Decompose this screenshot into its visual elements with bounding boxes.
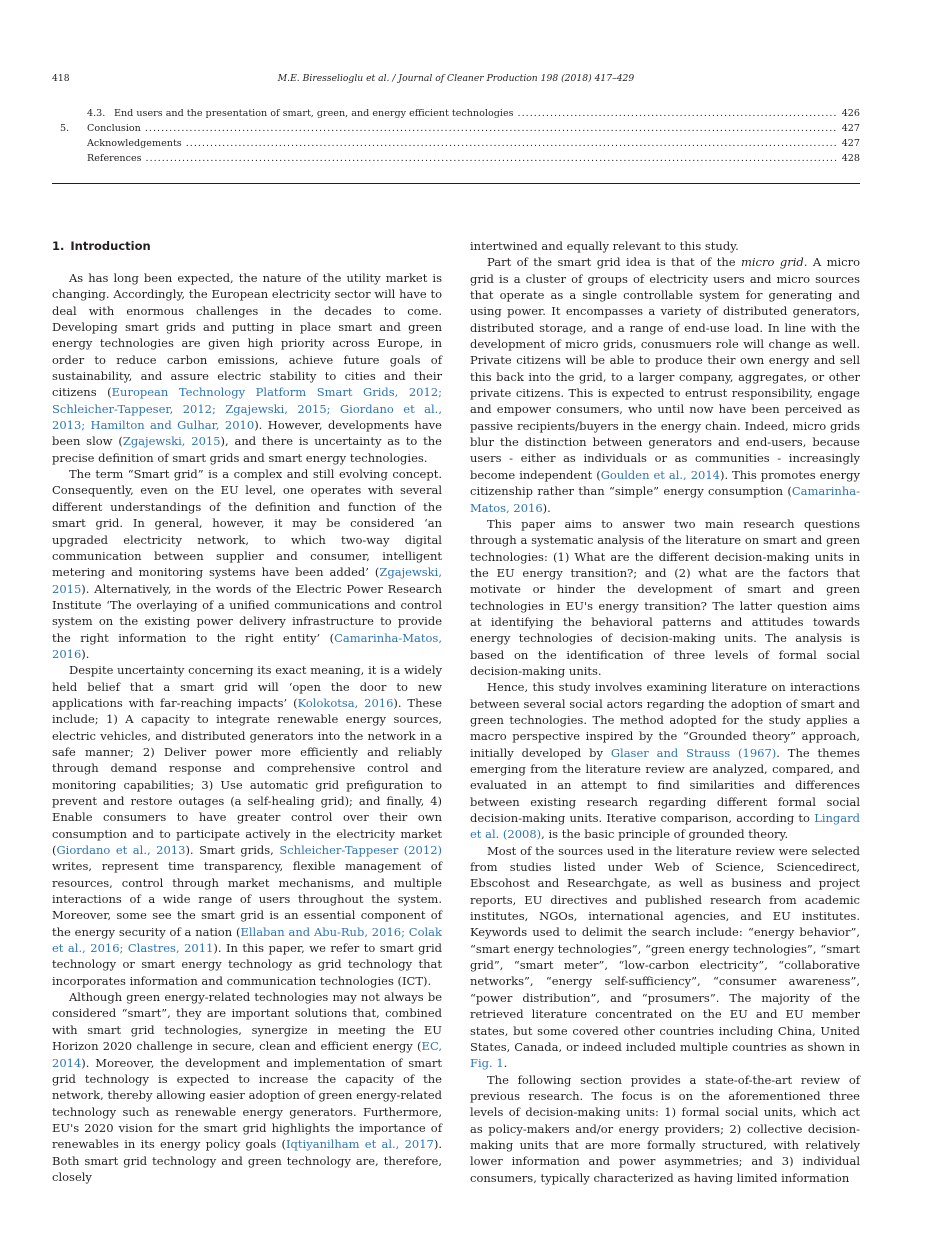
- running-title: M.E. Biresselioglu et al. / Journal of Cleaner Production 198 (2018) 417–429: [277, 73, 635, 84]
- emphasis: micro grid: [740, 255, 804, 270]
- citation-link[interactable]: Giordano et al., 2013: [56, 843, 186, 858]
- paragraph: [470, 254, 860, 516]
- paragraph: [52, 466, 442, 662]
- text: writes, represent time transparency, flexible management of resources, control through market mechanisms, and multiple interactions of a wide range of users throughout the system. Moreover, some see the smart grid is an essential component of the energy security of a nation (: [52, 859, 442, 939]
- text: Most of the sources used in the literature review were selected from studies listed under Web of Science, Sciencedirect, Ebscohost and Researchgate, as well as business and project reports, EU directives and published research from academic institutes, NGOs, international agencies, and EU institutes. Keywords used to delimit the search include: “energy behavior”, “smart energy technologies”, “green energy technologies”, “smart grid”, “smart meter”, “low-carbon electricity”, “collaborative networks”, “energy self-sufficiency”, “consumer awareness”, “power distribution”, and “prosumers”. The majority of the retrieved literature concentrated on the EU and EU member states, but some covered other countries including China, United States, Canada, or indeed included multiple countries as shown in: [470, 843, 860, 1054]
- text: ). Both smart grid technology and green technology are, therefore, closely: [52, 1137, 442, 1184]
- text: , is the basic principle of grounded theory.: [541, 827, 789, 842]
- text: As has long been expected, the nature of the utility market is changing. Accordingly, the European electricity sector will have to deal with enormous challenges in the decades to come. Developing smart grids and putting in place smart and green energy technologies are given high priority across Europe, in order to reduce carbon emissions, achieve future goals of sustainability, and assure electric stability to cities and their citizens (: [52, 271, 442, 400]
- toc-leader: [146, 153, 838, 164]
- text: ). However, developments have been slow (: [52, 418, 442, 449]
- text: . A micro grid is a cluster of groups of electricity users and micro sources that operate as a single controllable system for generating and using power. It encompasses a variety of distributed generators, distributed storage, and a range of end-use load. In line with the development of micro grids, conusmuers role will change as well. Private citizens will be able to produce their own energy and sell this back into the grid, to a larger company, aggregates, or other private citizens. This is expected to entrust responsibility, engage and empower consumers, who until now have been perceived as passive recipients/buyers in the energy chain. Indeed, micro grids blur the distinction between generators and end-users, because users - either as individuals or as communities - increasingly become independent (: [470, 255, 861, 482]
- text: Despite uncertainty concerning its exact meaning, it is a widely held belief that a smart grid will ‘open the door to new applications with far-reaching impacts’ (: [52, 663, 442, 710]
- toc-entry[interactable]: [60, 108, 860, 123]
- text: The term “Smart grid” is a complex and still evolving concept. Consequently, even on the EU level, one operates with several different understandings of the definition and function of the smart grid. In general, however, it may be considered ‘an upgraded electricity network, to which two-way digital communication between supplier and consumer, intelligent metering and monitoring systems have been added’ (: [52, 467, 442, 580]
- paragraph: The following section provides a state-of-the-art review of previous research. The focus is on the aforementioned three levels of decision-making units: 1) formal social units, which act as policy-makers and/or energy providers; 2) collective decision-making units that are more formally structured, with relatively lower information and power asymmetries; and 3) individual consumers, typically characterized as having limited information: [470, 1072, 860, 1185]
- citation-link[interactable]: Goulden et al., 2014: [600, 467, 720, 482]
- text: Hence, this study involves examining literature on interactions between several social actors regarding the adoption of smart and green technologies. The method adopted for the study applies a macro perspective inspired by the “Grounded theory” approach, initially developed by: [470, 680, 860, 760]
- toc-page: 427: [841, 123, 860, 134]
- citation-link[interactable]: Zgajewski, 2015: [52, 565, 442, 596]
- text: Although green energy-related technologies may not always be considered “smart”, they are important solutions that, combined with smart grid technologies, synergize in meeting the EU Horizon 2020 challenge in secure, clean and efficient energy (: [52, 990, 442, 1054]
- text: . The themes emerging from the literature review are analyzed, compared, and evaluated in an attempt to find similarities and differences between existing research regarding different formal social decision-making units. Iterative comparison, according to: [470, 745, 860, 826]
- paragraph: This paper aims to answer two main research questions through a systematic analysis of the literature on smart and green technologies: (1) What are the different decision-making units in the EU energy transition?; and (2) what are the factors that motivate or hinder the development of smart and green technologies in EU's energy transition? The latter question aims at identifying the behavioral patterns and attitudes towards energy technologies of decision-making units. The analysis is based on the identification of three levels of formal social decision-making units.: [470, 516, 860, 678]
- page-number: 418: [52, 73, 70, 84]
- citation-link[interactable]: Kolokotsa, 2016: [297, 695, 394, 710]
- text: ). Smart grids,: [185, 843, 280, 858]
- section-heading: [52, 238, 442, 254]
- toc-leader: [145, 123, 838, 134]
- citation-link[interactable]: Glaser and Strauss (1967): [610, 745, 777, 760]
- text: ). In this paper, we refer to smart grid technology or smart energy technology as grid technology that incorporates information and communication technologies (ICT).: [52, 941, 442, 988]
- figure-reference-link[interactable]: Fig. 1: [470, 1056, 504, 1071]
- text: ). These include; 1) A capacity to integrate renewable energy sources, electric vehicles, and distributed generators into the network in a safe manner; 2) Deliver power more efficiently and reliably through demand response and comprehensive control and monitoring capabilities; 3) Use automatic grid prefiguration to prevent and restore outages (a self-healing grid); and finally, 4) Enable consumers to have greater control over their own consumption and to participate actively in the electricity market (: [52, 695, 442, 858]
- toc-title: Conclusion: [87, 123, 141, 134]
- running-header: [52, 73, 860, 87]
- toc-page: 427: [841, 138, 860, 149]
- toc-title: End users and the presentation of smart, green, and energy efficient technologies: [114, 108, 514, 119]
- citation-link[interactable]: Schleicher-Tappeser (2012): [279, 843, 442, 858]
- citation-link[interactable]: Iqtiyanilham et al., 2017: [286, 1137, 434, 1152]
- citation-link[interactable]: European Technology Platform Smart Grids, 2012; Schleicher-Tappeser, 2012; Zgajewski, 2015; Giordano et al., 2013; Hamilton and Gulhar, 2010: [52, 385, 443, 433]
- toc-page: 428: [841, 153, 860, 164]
- toc-entry[interactable]: [60, 153, 860, 168]
- toc-title: References: [87, 153, 142, 164]
- citation-link[interactable]: Camarinha-Matos, 2016: [470, 484, 860, 515]
- toc-entry[interactable]: [60, 138, 860, 153]
- citation-link[interactable]: EC, 2014: [52, 1039, 442, 1070]
- text: Part of the smart grid idea is that of the: [487, 255, 741, 270]
- toc-leader: [186, 138, 838, 149]
- paragraph: [470, 843, 860, 1072]
- citation-link[interactable]: Camarinha-Matos, 2016: [52, 630, 442, 661]
- text: ), and there is uncertainty as to the precise definition of smart grids and smart energy technologies.: [52, 434, 442, 465]
- citation-link[interactable]: Lingard et al. (2008): [470, 811, 860, 842]
- toc-leader: [518, 108, 838, 119]
- section-number: 1.: [52, 239, 65, 253]
- paragraph: [52, 270, 442, 466]
- table-of-contents: [60, 108, 860, 168]
- toc-number: 4.3.: [87, 108, 106, 119]
- text: ). Alternatively, in the words of the Electric Power Research Institute ‘The overlaying of a unified communications and control system on the existing power delivery infrastructure to provide the right information to the right entity’ (: [52, 581, 442, 645]
- text: ).: [81, 646, 90, 661]
- toc-title: Acknowledgements: [87, 138, 182, 149]
- toc-page: 426: [841, 108, 860, 119]
- toc-number: 5.: [60, 123, 70, 134]
- paragraph: [470, 679, 860, 842]
- paragraph: intertwined and equally relevant to this study.: [470, 239, 739, 253]
- text: ). Moreover, the development and implementation of smart grid technology is expected to increase the capacity of the network, thereby allowing easier adoption of green energy-related technology such as renewable energy generators. Furthermore, EU's 2020 vision for the smart grid highlights the importance of renewables in its energy policy goals (: [52, 1055, 442, 1152]
- toc-divider: [52, 183, 860, 184]
- text: ).: [542, 500, 551, 515]
- citation-link[interactable]: Ellaban and Abu-Rub, 2016; Colak et al., 2016; Clastres, 2011: [52, 924, 443, 956]
- toc-entry[interactable]: [60, 123, 860, 138]
- paragraph: [52, 662, 442, 989]
- paragraph: [52, 989, 442, 1185]
- citation-link[interactable]: Zgajewski, 2015: [122, 434, 221, 449]
- text: ). This promotes energy citizenship rather than “simple” energy consumption (: [470, 467, 861, 499]
- section-title: Introduction: [70, 239, 151, 253]
- left-column: [52, 238, 442, 1185]
- text: .: [503, 1056, 508, 1071]
- right-column: [470, 238, 860, 1186]
